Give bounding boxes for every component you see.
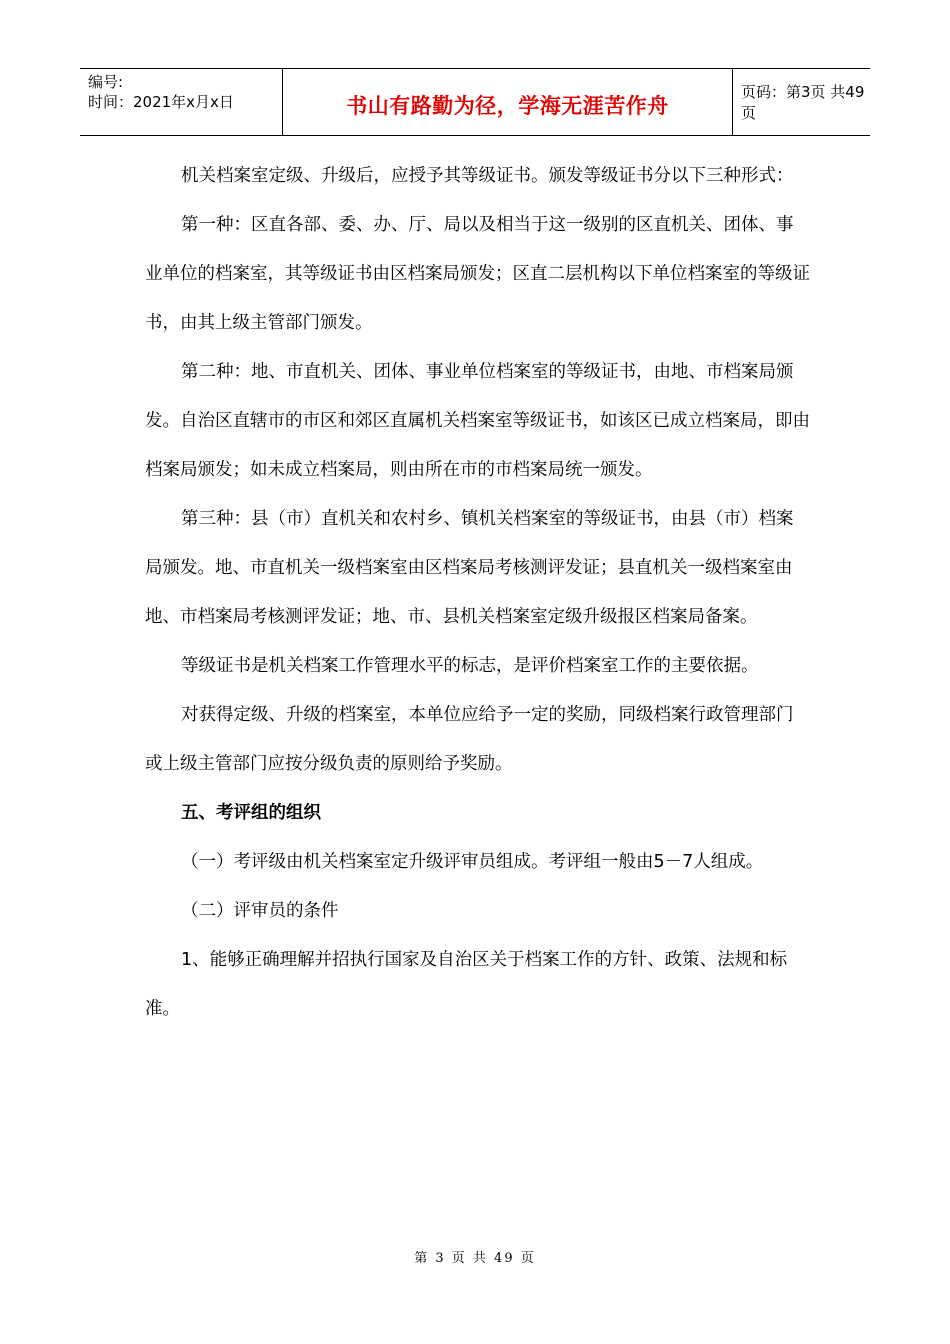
header-motto: 书山有路勤为径，学海无涯苦作舟: [346, 94, 669, 118]
document-number-label: 编号:: [88, 73, 124, 91]
paragraph: 第二种：地、市直机关、团体、事业单位档案室的等级证书，由地、市档案局颁发。自治区直辖市的市区和郊区直属机关档案室等级证书，如该区已成立档案局，即由档案局颁发；如未成立档案局，则由所在市的市档案局统一颁发。: [145, 362, 810, 480]
paragraph: 1、能够正确理解并招执行国家及自治区关于档案工作的方针、政策、法规和标准。: [145, 950, 788, 1019]
paragraph: 第三种：县（市）直机关和农村乡、镇机关档案室的等级证书，由县（市）档案局颁发。地、市直机关一级档案室由区档案局考核测评发证；县直机关一级档案室由地、市档案局考核测评发证；地、市、县机关档案室定级升级报区档案局备案。: [145, 509, 794, 627]
document-body: [145, 152, 810, 1034]
paragraph: 机关档案室定级、升级后，应授予其等级证书。颁发等级证书分以下三种形式：: [181, 166, 794, 186]
paragraph: 等级证书是机关档案工作管理水平的标志，是评价档案室工作的主要依据。: [181, 656, 759, 676]
paragraph: 对获得定级、升级的档案室，本单位应给予一定的奖励，同级档案行政管理部门或上级主管部门应按分级负责的原则给予奖励。: [145, 705, 794, 774]
header-page-info: 页码：第3页 共49页: [741, 83, 865, 122]
header-motto-cell: [283, 69, 733, 135]
header-page-cell: [733, 69, 870, 135]
page-footer: 第 3 页 共 49 页: [414, 1251, 536, 1266]
paragraph: 第一种：区直各部、委、办、厅、局以及相当于这一级别的区直机关、团体、事业单位的档案室，其等级证书由区档案局颁发；区直二层机构以下单位档案室的等级证书，由其上级主管部门颁发。: [145, 215, 810, 333]
page-header: [80, 68, 870, 136]
document-time-label: 时间：2021年x月x日: [88, 93, 234, 111]
header-meta-cell: [80, 69, 283, 135]
paragraph: （一）考评级由机关档案室定升级评审员组成。考评组一般由5－7人组成。: [181, 852, 764, 872]
paragraph: （二）评审员的条件: [181, 901, 339, 921]
section-heading: 五、考评组的组织: [181, 803, 321, 823]
